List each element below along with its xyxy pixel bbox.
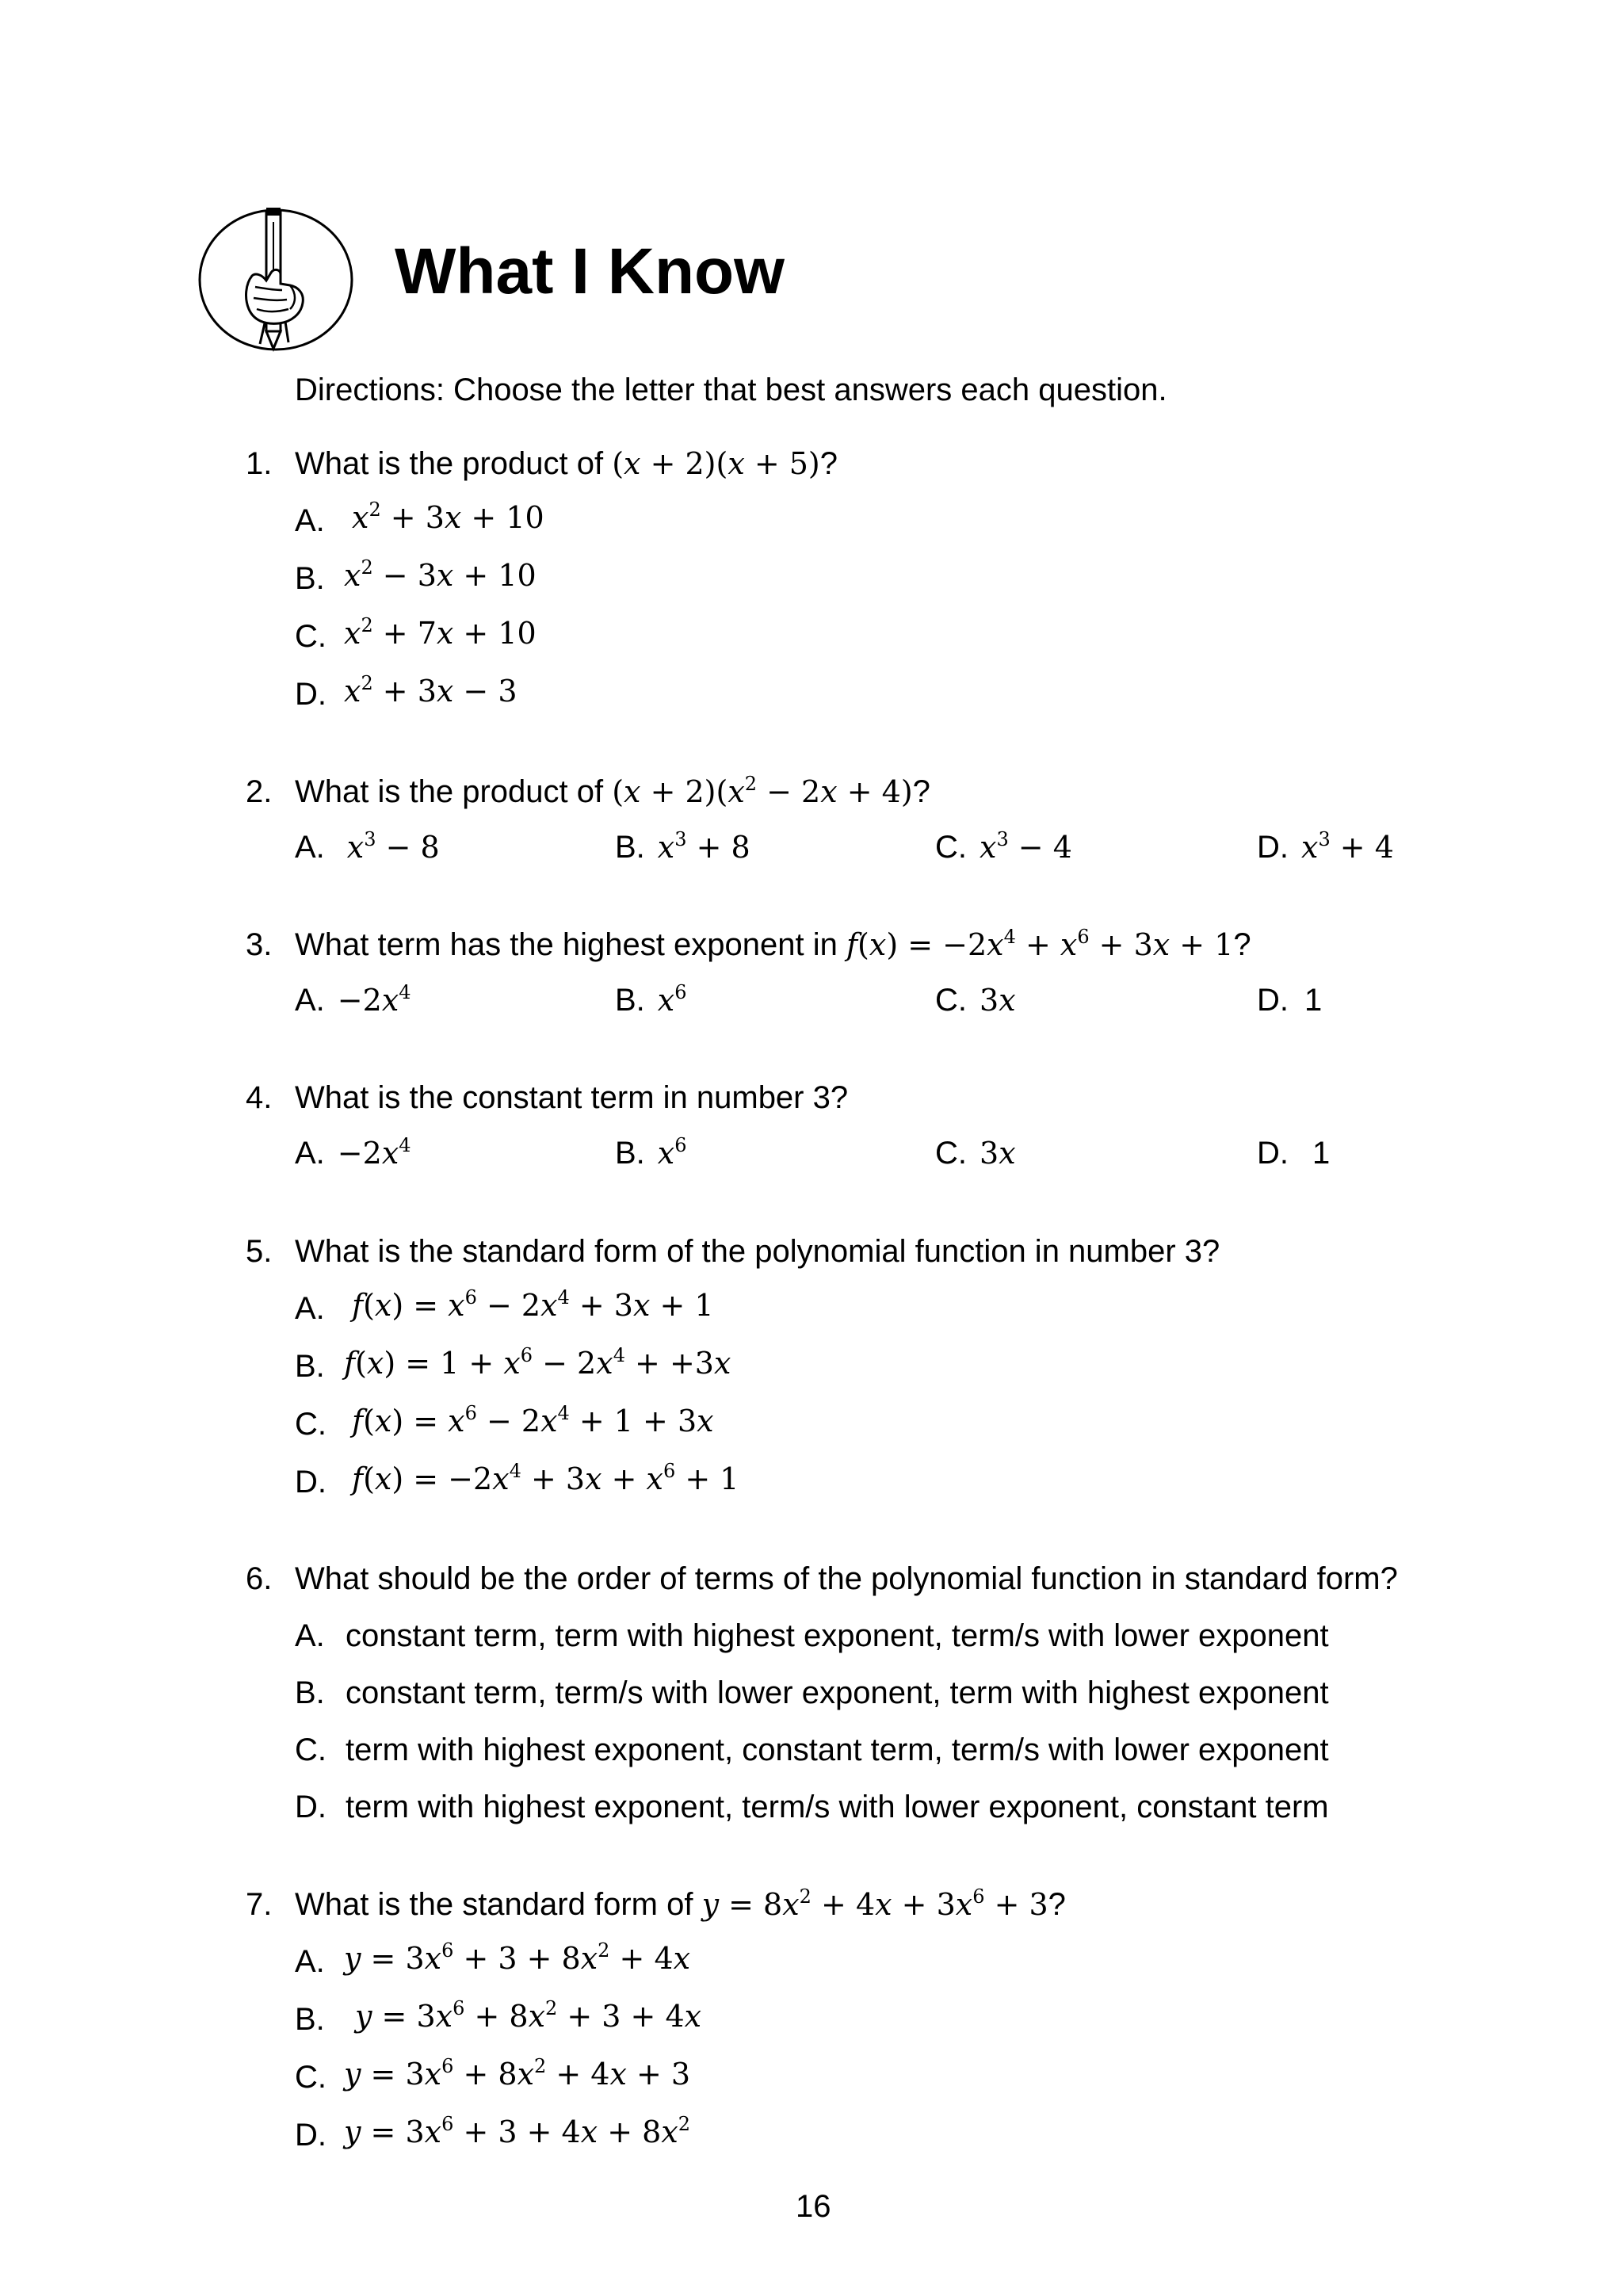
option-text: $y = 3x^6 + 8x^2 + 4x + 3$ <box>344 2055 691 2092</box>
options-row <box>246 822 1593 881</box>
question-4 <box>246 1080 1593 1186</box>
question-stem <box>246 774 1593 822</box>
option-d[interactable]: D. $x^3 + 4$ <box>1257 828 1394 865</box>
option-b[interactable]: B. $x^6$ <box>615 1134 687 1171</box>
question-end: ? <box>912 774 930 809</box>
option-text: term with highest exponent, constant term, term/s with lower exponent <box>346 1733 1329 1767</box>
option-text: term with highest exponent, term/s with lower exponent, constant term <box>346 1790 1329 1824</box>
option-text: 1 <box>1312 1136 1331 1171</box>
option-a[interactable]: A. $f(x) = x^6 - 2x^4 + 3x + 1$ <box>295 1286 714 1326</box>
option-text: $f(x) = x^6 - 2x^4 + 1 + 3x$ <box>352 1402 714 1438</box>
options-row <box>246 1128 1593 1186</box>
page-title: What I Know <box>395 235 785 308</box>
option-d[interactable]: D. $f(x) = -2x^4 + 3x + x^6 + 1$ <box>295 1460 739 1499</box>
question-text: What term has the highest exponent in <box>295 927 838 962</box>
question-stem <box>246 927 1593 975</box>
option-text: $x^6$ <box>657 1134 687 1171</box>
option-text: $x^2 + 3x + 10$ <box>352 499 544 535</box>
option-text: $f(x) = -2x^4 + 3x + x^6 + 1$ <box>352 1460 739 1496</box>
question-7 <box>246 1887 1593 2166</box>
option-text: $x^3 - 8$ <box>346 828 440 865</box>
option-text: $f(x) = x^6 - 2x^4 + 3x + 1$ <box>352 1286 714 1323</box>
question-stem <box>246 1561 1593 1609</box>
question-number: 3. <box>246 927 273 962</box>
option-a[interactable]: A. constant term, term with highest exponent, term/s with lower exponent <box>295 1618 1329 1653</box>
option-b[interactable]: B. $x^3 + 8$ <box>615 828 750 865</box>
option-c[interactable]: C. 3x <box>935 983 1016 1018</box>
option-text: $f(x) = 1 + x^6 - 2x^4 + +3x$ <box>344 1344 731 1381</box>
question-5 <box>246 1234 1593 1513</box>
question-number: 5. <box>246 1234 273 1269</box>
option-text: 3x <box>980 983 1016 1018</box>
question-3 <box>246 927 1593 1033</box>
option-text: $y = 3x^6 + 3 + 8x^2 + 4x$ <box>344 1939 691 1976</box>
question-expression: $f(x) = -2x^4 + x^6 + 3x + 1$ <box>846 926 1234 962</box>
option-text: $x^3 - 4$ <box>980 828 1072 865</box>
pencil-in-hand-icon <box>197 204 355 355</box>
option-text: $x^3 + 8$ <box>657 828 750 865</box>
option-letter: B. <box>295 561 325 596</box>
directions-text: Directions: Choose the letter that best answers each question. <box>295 372 1167 407</box>
option-text: constant term, term/s with lower exponent, term with highest exponent <box>346 1675 1329 1710</box>
option-a[interactable]: A. $-2x^4$ <box>295 1134 411 1171</box>
question-text: What is the standard form of <box>295 1887 693 1922</box>
question-number: 4. <box>246 1080 273 1115</box>
option-b[interactable]: B. $x^6$ <box>615 981 687 1018</box>
option-text: $-2x^4$ <box>337 1134 411 1171</box>
option-text: $x^2 - 3x + 10$ <box>344 556 537 593</box>
option-d[interactable]: D. $y = 3x^6 + 3 + 4x + 8x^2$ <box>295 2113 691 2153</box>
question-number: 7. <box>246 1887 273 1922</box>
option-b[interactable] <box>246 552 1593 609</box>
section-header <box>197 204 989 355</box>
option-text: $x^2 + 7x + 10$ <box>344 614 537 651</box>
option-a[interactable] <box>246 494 1593 552</box>
option-c[interactable]: C. $y = 3x^6 + 8x^2 + 4x + 3$ <box>295 2055 691 2095</box>
option-c[interactable] <box>246 609 1593 667</box>
option-d[interactable]: D. 1 <box>1257 983 1323 1018</box>
option-text: $y = 3x^6 + 8x^2 + 3 + 4x$ <box>355 1997 702 2034</box>
option-d[interactable]: D. term with highest exponent, term/s with lower exponent, constant term <box>295 1790 1329 1824</box>
question-end: ? <box>819 446 838 481</box>
question-number: 1. <box>246 446 273 481</box>
option-c[interactable]: C. $f(x) = x^6 - 2x^4 + 1 + 3x$ <box>295 1402 714 1442</box>
question-6 <box>246 1561 1593 1837</box>
option-d[interactable] <box>246 667 1593 725</box>
option-text: constant term, term with highest exponent, term/s with lower exponent <box>346 1618 1329 1653</box>
question-expression: $(x + 2)(x^2 - 2x + 4)$ <box>612 773 913 809</box>
option-b[interactable]: B. $y = 3x^6 + 8x^2 + 3 + 4x$ <box>295 1997 702 2037</box>
option-text: $x^2 + 3x - 3$ <box>344 672 517 709</box>
option-letter: D. <box>295 677 327 712</box>
options-row <box>246 975 1593 1033</box>
question-stem <box>246 1234 1593 1282</box>
option-c[interactable]: C. 3x <box>935 1136 1016 1171</box>
question-number: 2. <box>246 774 273 809</box>
option-a[interactable]: A. $-2x^4$ <box>295 981 411 1018</box>
option-text: 1 <box>1304 983 1323 1018</box>
question-end: ? <box>1233 927 1251 962</box>
option-d[interactable]: D. 1 <box>1257 1136 1331 1171</box>
question-1 <box>246 446 1593 725</box>
question-stem <box>246 446 1593 494</box>
question-text: What is the product of <box>295 446 604 481</box>
question-expression: $y = 8x^2 + 4x + 3x^6 + 3$ <box>701 1885 1048 1922</box>
option-text: 3x <box>980 1136 1016 1171</box>
question-2 <box>246 774 1593 881</box>
question-stem <box>246 1887 1593 1935</box>
option-text: $y = 3x^6 + 3 + 4x + 8x^2$ <box>344 2113 691 2149</box>
option-text: $x^6$ <box>657 981 687 1018</box>
option-letter: A. <box>295 503 325 538</box>
option-text: $-2x^4$ <box>337 981 411 1018</box>
question-end: ? <box>1048 1887 1066 1922</box>
option-text: $x^3 + 4$ <box>1301 828 1394 865</box>
option-c[interactable]: C. term with highest exponent, constant term, term/s with lower exponent <box>295 1733 1329 1767</box>
option-a[interactable]: A. $x^3 - 8$ <box>295 828 440 865</box>
option-letter: C. <box>295 619 327 654</box>
option-a[interactable]: A. $y = 3x^6 + 3 + 8x^2 + 4x$ <box>295 1939 691 1979</box>
question-text: What should be the order of terms of the polynomial function in standard form? <box>295 1561 1398 1596</box>
question-number: 6. <box>246 1561 273 1596</box>
question-expression: (x + 2)(x + 5) <box>612 446 820 481</box>
question-text: What is the product of <box>295 774 604 809</box>
question-text: What is the standard form of the polynomial function in number 3? <box>295 1234 1220 1269</box>
option-b[interactable]: B. $f(x) = 1 + x^6 - 2x^4 + +3x$ <box>295 1344 731 1384</box>
question-text: What is the constant term in number 3? <box>295 1080 849 1115</box>
option-c[interactable]: C. $x^3 - 4$ <box>935 828 1072 865</box>
option-b[interactable]: B. constant term, term/s with lower exponent, term with highest exponent <box>295 1675 1329 1710</box>
question-stem <box>246 1080 1593 1128</box>
page-number: 16 <box>796 2189 831 2224</box>
